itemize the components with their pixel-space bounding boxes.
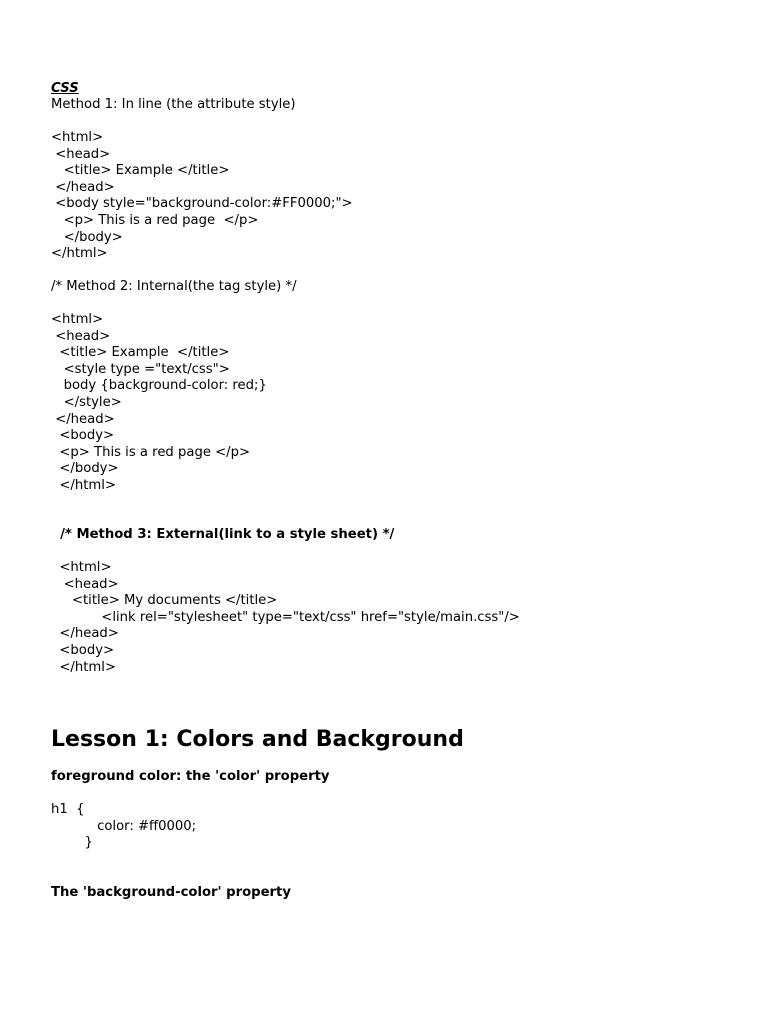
code-line: <head>: [51, 329, 111, 344]
code-line: <title> My documents </title>: [51, 593, 278, 608]
code-line: </html>: [51, 660, 116, 675]
code-line: <html>: [51, 312, 104, 327]
code-line: <html>: [51, 130, 104, 145]
method3-title: /* Method 3: External(link to a style sheet) */: [51, 527, 395, 542]
code-line: <title> Example </title>: [51, 345, 230, 360]
code-line: h1 {: [51, 802, 85, 817]
background-heading: The 'background-color' property: [51, 885, 291, 900]
code-line: </head>: [51, 180, 115, 195]
code-line: </head>: [51, 626, 119, 641]
method1-title: Method 1: In line (the attribute style): [51, 97, 296, 112]
code-line: <p> This is a red page </p>: [51, 445, 251, 460]
method2-title: /* Method 2: Internal(the tag style) */: [51, 279, 297, 294]
code-line: <title> Example </title>: [51, 163, 230, 178]
lesson-heading: Lesson 1: Colors and Background: [51, 727, 464, 752]
code-line: body {background-color: red;}: [51, 378, 267, 393]
code-line: <link rel="stylesheet" type="text/css" href="style/main.css"/>: [51, 610, 520, 625]
code-line: </head>: [51, 412, 115, 427]
code-line: color: #ff0000;: [51, 819, 197, 834]
code-line: </style>: [51, 395, 122, 410]
code-line: <head>: [51, 147, 111, 162]
code-line: <body>: [51, 428, 115, 443]
code-line: </html>: [51, 246, 108, 261]
code-line: </html>: [51, 478, 116, 493]
code-line: <p> This is a red page </p>: [51, 213, 259, 228]
css-title: CSS: [51, 81, 79, 96]
code-line: <style type ="text/css">: [51, 362, 230, 377]
code-line: </body>: [51, 461, 119, 476]
code-line: <body style="background-color:#FF0000;">: [51, 196, 353, 211]
code-line: <head>: [51, 577, 119, 592]
code-line: </body>: [51, 230, 123, 245]
code-line: <html>: [51, 560, 112, 575]
code-line: <body>: [51, 643, 115, 658]
foreground-heading: foreground color: the 'color' property: [51, 769, 330, 784]
code-line: }: [51, 835, 93, 850]
